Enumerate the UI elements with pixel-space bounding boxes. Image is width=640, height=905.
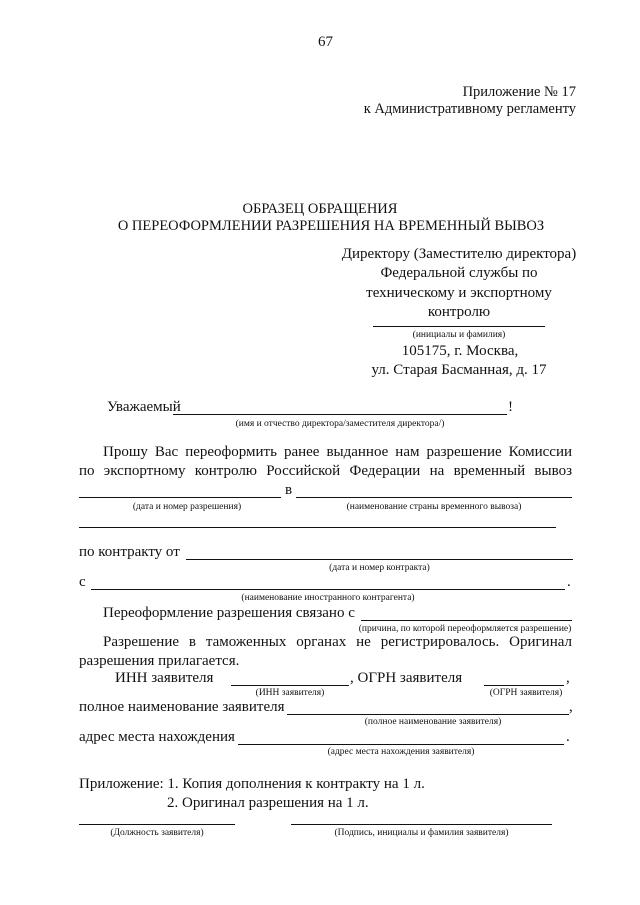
page-number: 67 — [318, 34, 333, 50]
initials-line[interactable] — [373, 326, 545, 327]
ogrn-label: , ОГРН заявителя — [350, 670, 463, 686]
with-word: с — [79, 574, 86, 590]
address-line[interactable] — [238, 744, 564, 745]
in-word: в — [285, 482, 293, 498]
blank-line[interactable] — [79, 527, 556, 528]
position-line[interactable] — [79, 824, 235, 825]
contract-label: по контракту от — [79, 544, 180, 560]
inn-caption: (ИНН заявителя) — [255, 688, 325, 698]
reason-line[interactable] — [361, 620, 572, 621]
counterparty-line[interactable] — [91, 589, 565, 590]
address-caption: (адрес места нахождения заявителя) — [327, 747, 475, 757]
counterparty-caption: (наименование иностранного контрагента) — [241, 593, 415, 603]
document-subtitle: О ПЕРЕОФОРМЛЕНИИ РАЗРЕШЕНИЯ НА ВРЕМЕННЫЙ ВЫВОЗ — [117, 218, 545, 234]
contract-caption: (дата и номер контракта) — [329, 563, 430, 573]
address-line-1: 105175, г. Москва, — [401, 343, 519, 359]
greeting-name-line[interactable] — [173, 414, 507, 415]
permit-caption: (дата и номер разрешения) — [132, 502, 242, 512]
address-line-2: ул. Старая Басманная, д. 17 — [371, 362, 547, 378]
permit-line[interactable] — [79, 497, 281, 498]
contract-line[interactable] — [186, 559, 573, 560]
addressee-line-1: Директору (Заместителю директора) — [341, 246, 577, 262]
addressee-line-3: техническому и экспортному — [366, 285, 552, 301]
inn-line[interactable] — [231, 685, 349, 686]
inn-label: ИНН заявителя — [115, 670, 214, 686]
counterparty-period: . — [567, 574, 571, 590]
attachment-2: 2. Оригинал разрешения на 1 л. — [167, 795, 369, 811]
request-line-1: Прошу Вас переоформить ранее выданное нам разрешение Комиссии — [103, 444, 572, 460]
registration-line-2: разрешения прилагается. — [79, 653, 240, 669]
request-line-2: по экспортному контролю Российской Федерации на временный вывоз — [79, 463, 572, 479]
ogrn-line[interactable] — [484, 685, 564, 686]
address-period: . — [566, 729, 570, 745]
address-label: адрес места нахождения — [79, 729, 235, 745]
appendix-reference: к Административному регламенту — [363, 101, 576, 117]
greeting-exclamation: ! — [508, 399, 513, 415]
fullname-label: полное наименование заявителя — [79, 699, 285, 715]
fullname-caption: (полное наименование заявителя) — [364, 717, 502, 727]
country-caption: (наименование страны временного вывоза) — [346, 502, 522, 512]
fullname-comma: , — [569, 699, 573, 715]
fullname-line[interactable] — [287, 714, 569, 715]
reissue-label: Переоформление разрешения связано с — [103, 605, 355, 621]
greeting-caption: (имя и отчество директора/заместителя директора/) — [235, 419, 445, 429]
greeting-word: Уважаемый — [107, 399, 181, 415]
attachment-1: Приложение: 1. Копия дополнения к контракту на 1 л. — [79, 776, 425, 792]
addressee-line-2: Федеральной службы по — [380, 265, 538, 281]
registration-line-1: Разрешение в таможенных органах не регистрировалось. Оригинал — [103, 634, 572, 650]
ogrn-caption: (ОГРН заявителя) — [489, 688, 563, 698]
signature-line[interactable] — [291, 824, 552, 825]
addressee-line-4: контролю — [427, 304, 491, 320]
reason-caption: (причина, по которой переоформляется разрешение) — [358, 624, 572, 634]
document-title: ОБРАЗЕЦ ОБРАЩЕНИЯ — [242, 201, 398, 217]
country-line[interactable] — [296, 497, 572, 498]
position-caption: (Должность заявителя) — [110, 828, 204, 838]
appendix-number: Приложение № 17 — [462, 84, 576, 100]
ogrn-comma: , — [566, 670, 570, 686]
signature-caption: (Подпись, инициалы и фамилия заявителя) — [334, 828, 509, 838]
initials-caption: (инициалы и фамилия) — [412, 330, 506, 340]
